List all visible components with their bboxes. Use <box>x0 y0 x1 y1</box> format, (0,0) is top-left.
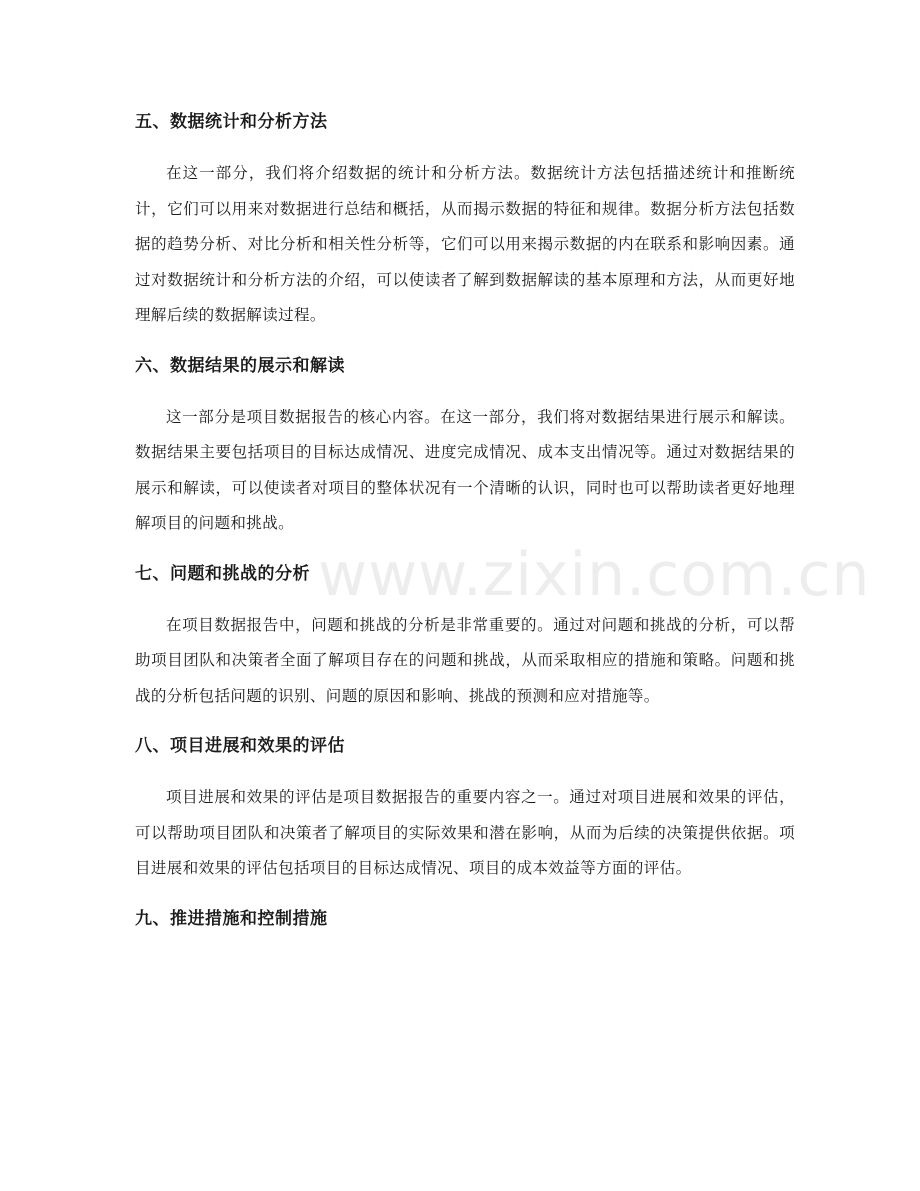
section-paragraph: 在这一部分，我们将介绍数据的统计和分析方法。数据统计方法包括描述统计和推断统计，它们可以用来对数据进行总结和概括，从而揭示数据的特征和规律。数据分析方法包括数据的趋势分析、对比分析和相关性分析等，它们可以用来揭示数据的内在联系和影响因素。通过对数据统计和分析方法的介绍，可以使读者了解到数据解读的基本原理和方法，从而更好地理解后续的数据解读过程。 <box>135 164 795 324</box>
section-paragraph: 项目进展和效果的评估是项目数据报告的重要内容之一。通过对项目进展和效果的评估，可以帮助项目团队和决策者了解项目的实际效果和潜在影响，从而为后续的决策提供依据。项目进展和效果的评估包括项目的目标达成情况、项目的成本效益等方面的评估。 <box>135 788 795 877</box>
section-paragraph: 在项目数据报告中，问题和挑战的分析是非常重要的。通过对问题和挑战的分析，可以帮助项目团队和决策者全面了解项目存在的问题和挑战，从而采取相应的措施和策略。问题和挑战的分析包括问题的识别、问题的原因和影响、挑战的预测和应对措施等。 <box>135 615 795 705</box>
section-heading: 八、项目进展和效果的评估 <box>135 736 345 756</box>
section-paragraph: 这一部分是项目数据报告的核心内容。在这一部分，我们将对数据结果进行展示和解读。数据结果主要包括项目的目标达成情况、进度完成情况、成本支出情况等。通过对数据结果的展示和解读，可以使读者对项目的整体状况有一个清晰的认识，同时也可以帮助读者更好地理解项目的问题和挑战。 <box>135 407 795 532</box>
section-7 <box>135 556 795 715</box>
section-heading: 五、数据统计和分析方法 <box>135 112 328 132</box>
document-body <box>135 104 795 953</box>
section-9 <box>135 901 795 937</box>
section-heading: 七、问题和挑战的分析 <box>135 563 310 584</box>
section-heading: 六、数据结果的展示和解读 <box>135 355 345 376</box>
watermark: www.zixin.com.cn <box>318 540 871 610</box>
section-heading: 九、推进措施和控制措施 <box>135 908 328 929</box>
section-6 <box>135 348 795 542</box>
section-8 <box>135 728 795 887</box>
section-5 <box>135 104 795 334</box>
